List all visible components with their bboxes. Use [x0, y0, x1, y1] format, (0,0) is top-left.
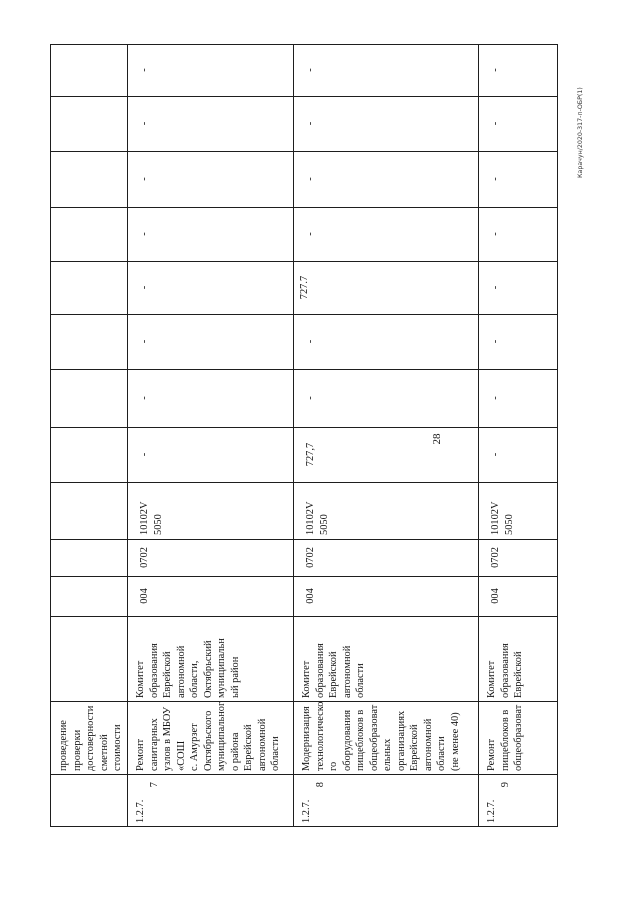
cell-value [51, 262, 128, 315]
cell-target-code [51, 483, 128, 540]
cell-agency: Комитет образования Еврейской автономной области, Октябрьский муниципальн ый район [128, 617, 294, 702]
cell-value: - [479, 428, 558, 483]
cell-value [51, 97, 128, 152]
cell-description: Ремонт санитарных узлов в МБОУ «СОШ с. Амурзет Октябрьского муниципальног о района Еврейской автономной области [128, 702, 294, 775]
number-line-2: 8 [314, 782, 326, 788]
cell-description: Ремонт пищеблоков в общеобразоват [479, 702, 558, 775]
cell-value: 727.7 [294, 262, 479, 315]
cell-agency: Комитет образования Еврейской [479, 617, 558, 702]
cell-value [51, 152, 128, 208]
table-row [479, 45, 558, 827]
document-side-note: Карачун/2020-317-п-ОБР(1) [577, 87, 584, 178]
number-line-1: 1.2.7. [486, 799, 497, 823]
cell-value: - [128, 45, 294, 97]
cell-value [51, 370, 128, 428]
cell-description: проведение проверки достоверности сметной стоимости [51, 702, 128, 775]
table-row [51, 45, 128, 827]
cell-agency [51, 617, 128, 702]
cell-value: - [294, 45, 479, 97]
cell-grbs-code: 004 [128, 577, 294, 617]
cell-value: - [294, 208, 479, 262]
cell-value: - [294, 97, 479, 152]
cell-value [51, 45, 128, 97]
number-line-1: 1.2.7. [135, 799, 146, 823]
cell-number [51, 775, 128, 827]
cell-value: - [128, 315, 294, 370]
cell-value: 727,7 [294, 428, 479, 483]
cell-number [479, 775, 558, 827]
cell-grbs-code [51, 577, 128, 617]
cell-target-code: 10102V 5050 [479, 483, 558, 540]
cell-description: Модернизация технологическо го оборудования пищеблоков в общеобразоват ельных организациях Еврейской автономной области (не менее 40) [294, 702, 479, 775]
cell-value: - [479, 370, 558, 428]
cell-value: - [294, 315, 479, 370]
cell-value: - [294, 370, 479, 428]
cell-value [51, 315, 128, 370]
cell-value: - [128, 428, 294, 483]
cell-value: - [479, 152, 558, 208]
cell-value: - [479, 208, 558, 262]
cell-value: - [128, 370, 294, 428]
cell-target-code: 10102V 5050 [128, 483, 294, 540]
cell-value: - [479, 315, 558, 370]
cell-value: - [128, 262, 294, 315]
table-row [128, 45, 294, 827]
cell-value: - [128, 152, 294, 208]
cell-number [128, 775, 294, 827]
cell-value [51, 208, 128, 262]
cell-grbs-code: 004 [479, 577, 558, 617]
cell-section-code: 0702 [128, 540, 294, 577]
document-sheet [50, 45, 557, 827]
cell-section-code: 0702 [294, 540, 479, 577]
cell-agency: Комитет образования Еврейской автономной области [294, 617, 479, 702]
cell-section-code [51, 540, 128, 577]
cell-value: - [294, 152, 479, 208]
number-line-2: 9 [499, 782, 511, 788]
cell-section-code: 0702 [479, 540, 558, 577]
cell-value [51, 428, 128, 483]
cell-value: - [128, 208, 294, 262]
cell-value: - [479, 97, 558, 152]
number-line-1: 1.2.7. [301, 799, 312, 823]
cell-value: - [479, 262, 558, 315]
cell-target-code: 10102V 5050 [294, 483, 479, 540]
cell-grbs-code: 004 [294, 577, 479, 617]
page-number: 28 [431, 433, 443, 445]
cell-number [294, 775, 479, 827]
program-measures-table [50, 44, 558, 827]
table-row [294, 45, 479, 827]
cell-value: - [479, 45, 558, 97]
number-line-2: 7 [148, 782, 160, 788]
cell-value: - [128, 97, 294, 152]
